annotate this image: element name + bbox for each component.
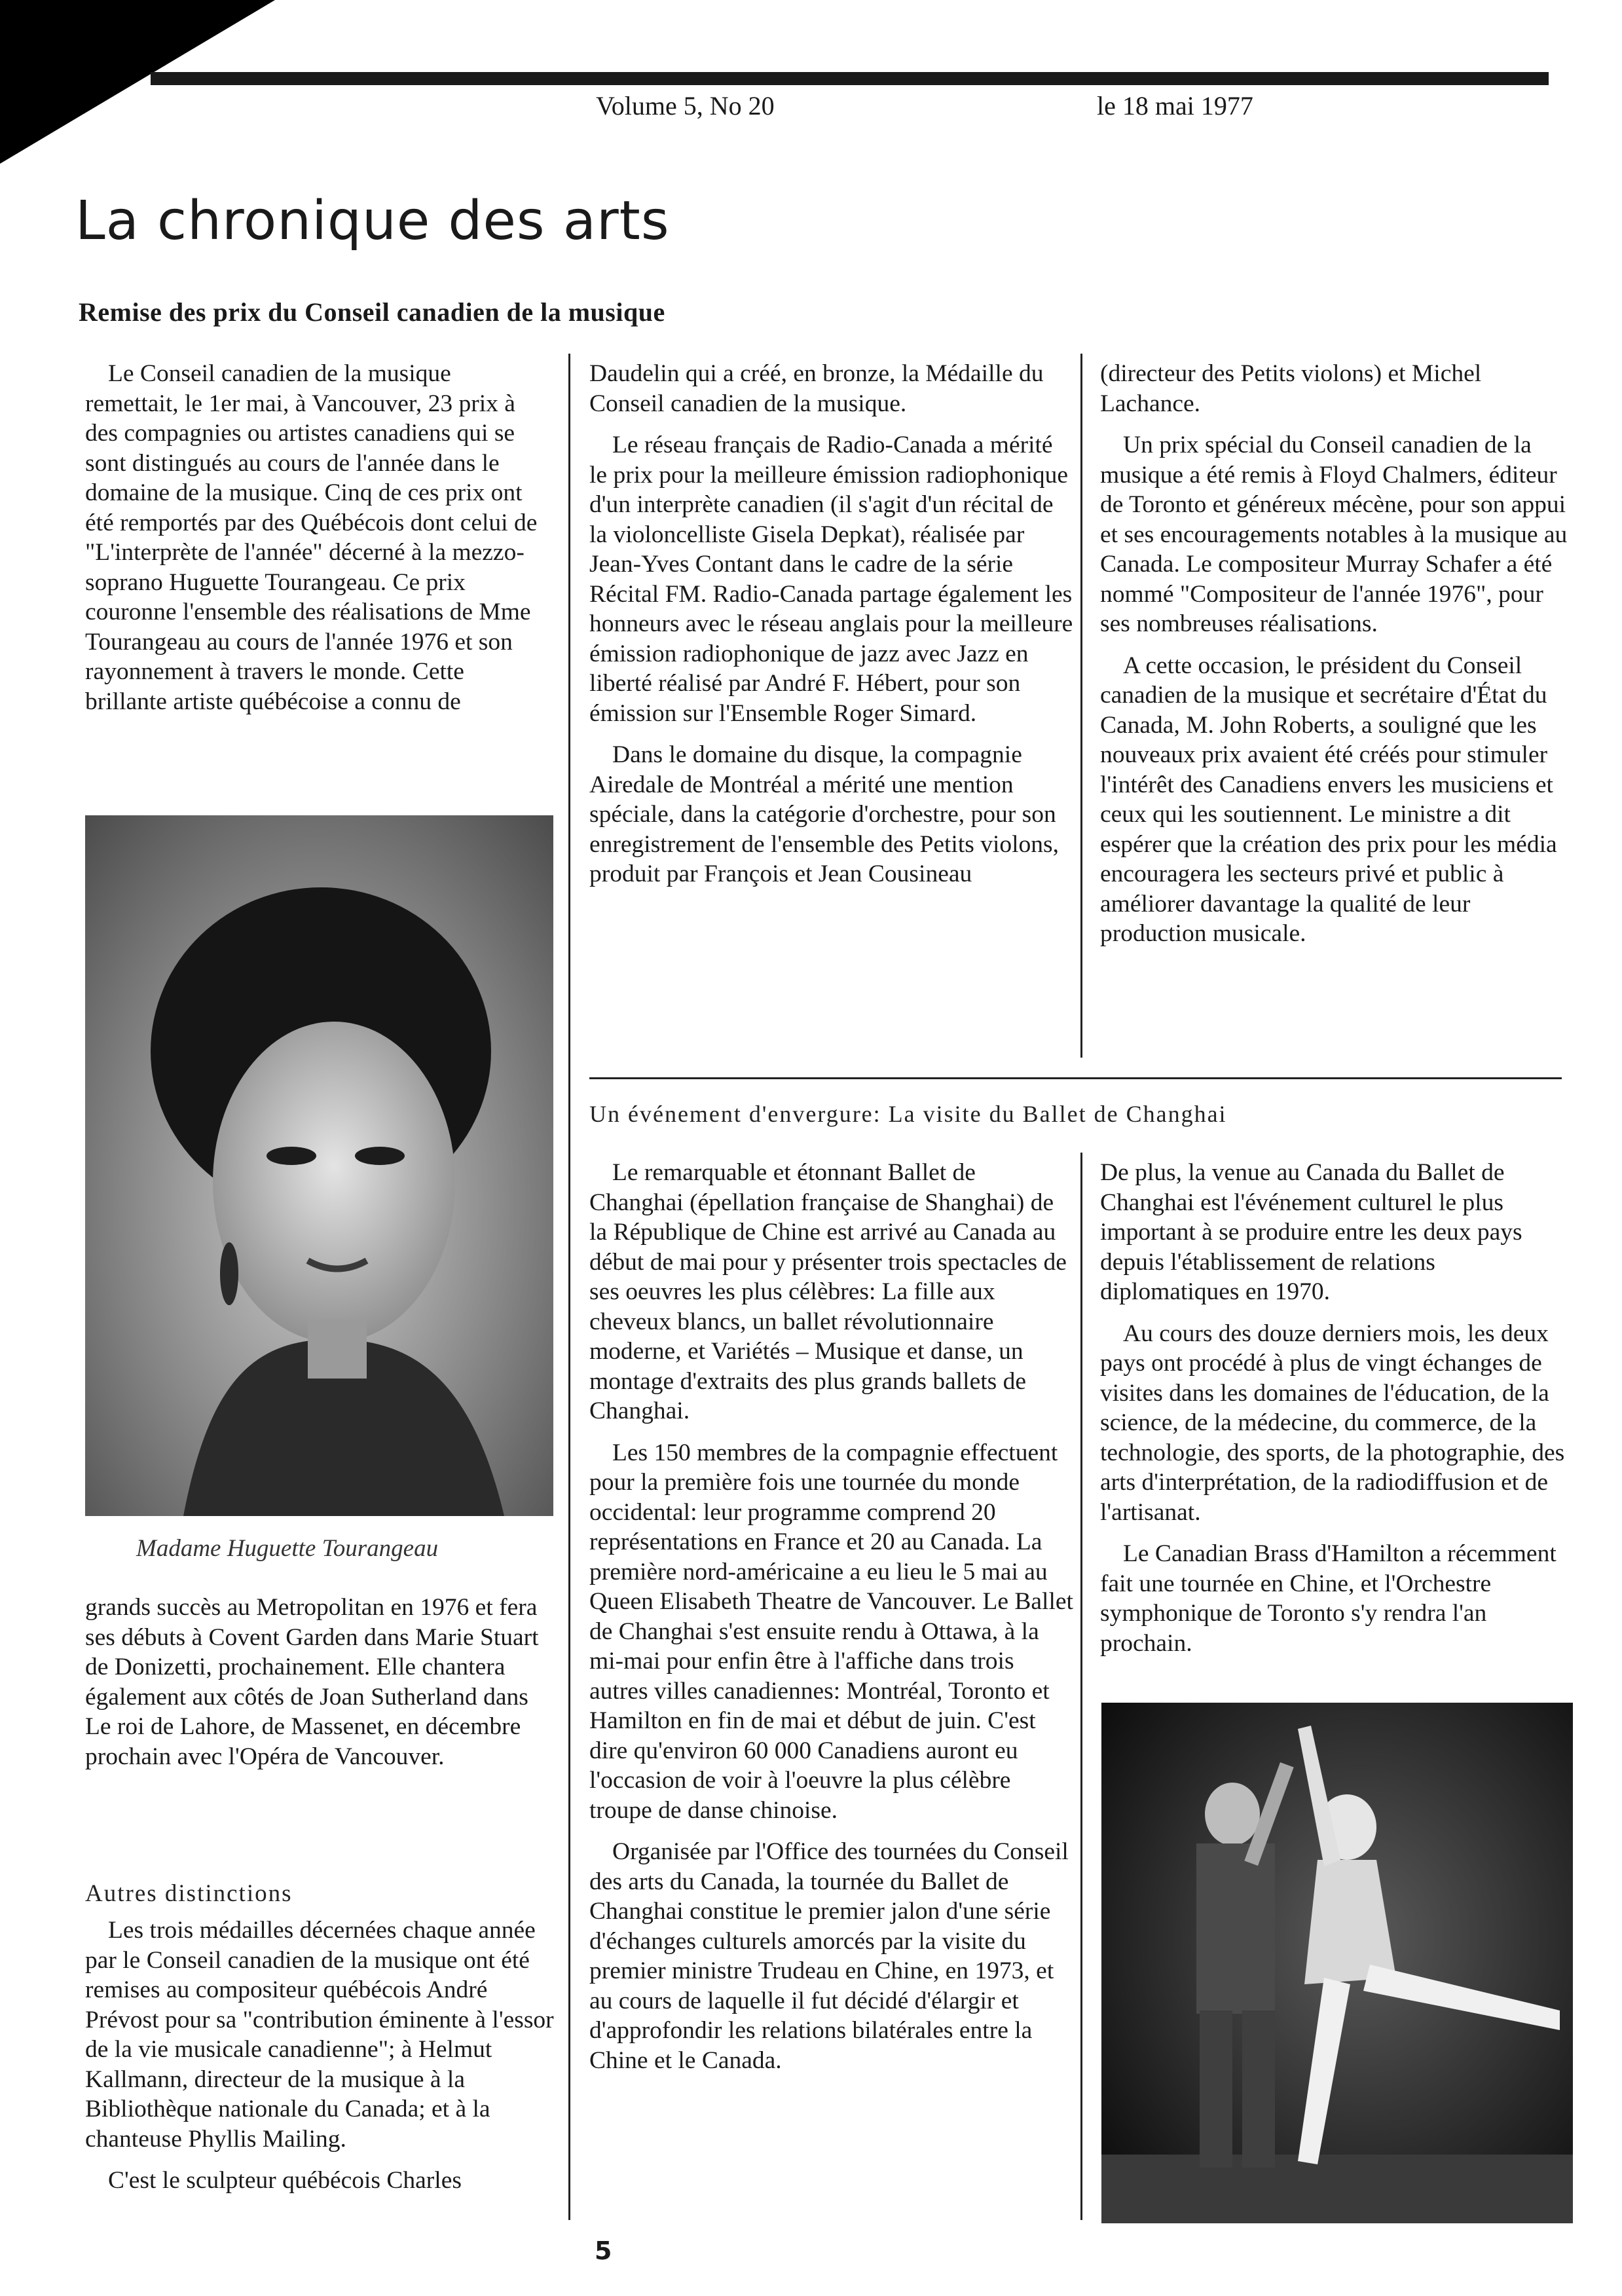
- paragraph: Les trois médailles décernées chaque année par le Conseil canadien de la musique ont été remises au compositeur québécois André Prévost pour sa "contribution éminente à l'essor de la vie musicale canadienne"; à Helmut Kallmann, directeur de la musique à la Bibliothèque nationale du Canada; et à la chanteuse Phyllis Mailing.: [85, 1917, 554, 2153]
- paragraph: Daudelin qui a créé, en bronze, la Médaille du Conseil canadien de la musique.: [589, 360, 1044, 417]
- article-headline-ballet: Un événement d'envergure: La visite du Ballet de Changhai: [589, 1101, 1227, 1127]
- article1-column1-bottom: [85, 1593, 557, 1783]
- ballet-photo: [1101, 1703, 1573, 2223]
- portrait-photo-huguette-tourangeau: [85, 815, 553, 1516]
- article1-column1-distinctions: [85, 1916, 557, 2208]
- page-number: 5: [595, 2236, 612, 2265]
- paragraph: Le Conseil canadien de la musique remettait, le 1er mai, à Vancouver, 23 prix à des compagnies ou artistes canadiens qui se sont distingués au cours de l'année dans le domaine de la musique. Cinq de ces prix ont été remportés par des Québécois dont celui de "L'interprète de l'année" décerné à la mezzo-soprano Huguette Tourangeau. Ce prix couronne l'ensemble des réalisations de Mme Tourangeau au cours de l'année 1976 et son rayonnement à travers le monde. Cette brillante artiste québécoise a connu de: [85, 360, 538, 715]
- ballet-image: [1101, 1703, 1573, 2223]
- section-title: La chronique des arts: [75, 190, 670, 252]
- paragraph: Un prix spécial du Conseil canadien de la musique a été remis à Floyd Chalmers, éditeur de Toronto et généreux mécène, pour son appui et ses encouragements notables à la musique au Canada. Le compositeur Murray Schafer a été nommé "Compositeur de l'année 1976", pour ses nombreuses réalisations.: [1100, 432, 1568, 637]
- article-headline-music-awards: Remise des prix du Conseil canadien de la musique: [79, 297, 665, 327]
- issue-date: le 18 mai 1977: [1097, 91, 1253, 120]
- article-separator: [589, 1077, 1562, 1079]
- article1-column2: [589, 359, 1074, 901]
- paragraph: Organisée par l'Office des tournées du Conseil des arts du Canada, la tournée du Ballet de Changhai constitue le premier jalon d'une série d'échanges culturels amorcés par la visite du premier ministre Trudeau en Chine, en 1973, et au cours de laquelle il fut décidé d'élargir et d'approfondir les relations bilatérales entre la Chine et le Canada.: [589, 1838, 1069, 2074]
- portrait-caption: Madame Huguette Tourangeau: [136, 1535, 439, 1562]
- header-rule: [151, 72, 1549, 85]
- portrait-image: [85, 815, 553, 1516]
- paragraph: Le réseau français de Radio-Canada a mérité le prix pour la meilleure émission radiophonique d'un interprète canadien (il s'agit d'un récital de la violoncelliste Gisela Depkat), réalisée par Jean-Yves Contant dans le cadre de la série Récital FM. Radio-Canada partage également les honneurs avec le réseau anglais pour la meilleure émission radiophonique de jazz avec Jazz en liberté réalisé par André F. Hébert, pour son émission sur l'Ensemble Roger Simard.: [589, 432, 1073, 727]
- paragraph: De plus, la venue au Canada du Ballet de Changhai est l'événement culturel le plus important à se produire entre les deux pays depuis l'établissement de relations diplomatiques en 1970.: [1100, 1159, 1522, 1305]
- paragraph: Le Canadian Brass d'Hamilton a récemment fait une tournée en Chine, et l'Orchestre symphonique de Toronto s'y rendra l'an prochain.: [1100, 1540, 1557, 1657]
- article2-column2: [589, 1158, 1074, 2087]
- article1-column3: [1100, 359, 1572, 961]
- article2-column3: [1100, 1158, 1572, 1670]
- paragraph: Au cours des douze derniers mois, les deux pays ont procédé à plus de vingt échanges de visites dans les domaines de l'éducation, de la science, de la médecine, du commerce, de la technologie, des sports, de la photographie, des arts d'interprétation, de la radiodiffusion et de l'artisanat.: [1100, 1320, 1565, 1526]
- paragraph: C'est le sculpteur québécois Charles: [108, 2167, 462, 2194]
- paragraph: Dans le domaine du disque, la compagnie Airedale de Montréal a mérité une mention spéciale, dans la catégorie d'orchestre, pour son enregistrement de l'ensemble des Petits violons, produit par François et Jean Cousineau: [589, 741, 1060, 887]
- column-divider: [1080, 354, 1082, 1058]
- paragraph: (directeur des Petits violons) et Michel Lachance.: [1100, 360, 1482, 417]
- issue-volume: Volume 5, No 20: [596, 91, 775, 120]
- paragraph: Les 150 membres de la compagnie effectuent pour la première fois une tournée du monde occidental: leur programme comprend 20 représentations en France et 20 au Canada. La première nord-américaine a eu lieu le 5 mai au Queen Elisabeth Theatre de Vancouver. Le Ballet de Changhai s'est ensuite rendu à Ottawa, à la mi-mai pour enfin être à l'affiche dans trois autres villes canadiennes: Montréal, Toronto et Hamilton en fin de mai et début de juin. C'est dire qu'environ 60 000 Canadiens auront eu l'occasion de voir à l'oeuvre la plus célèbre troupe de danse chinoise.: [589, 1439, 1073, 1824]
- column-divider: [568, 354, 570, 2220]
- article1-column1-top: [85, 359, 544, 728]
- paragraph: A cette occasion, le président du Conseil canadien de la musique et secrétaire d'État du Canada, M. John Roberts, a souligné que les nouveaux prix avaient été créés pour stimuler l'intérêt des Canadiens envers les musiciens et ceux qui les soutiennent. Le ministre a dit espérer que la création des prix pour les média encouragera les secteurs privé et public à améliorer davantage la qualité de leur production musicale.: [1100, 652, 1557, 947]
- subhead-autres-distinctions: Autres distinctions: [85, 1880, 293, 1907]
- paragraph: Le remarquable et étonnant Ballet de Changhai (épellation française de Shanghai) de la République de Chine est arrivé au Canada au début de mai pour y présenter trois spectacles de ses oeuvres les plus célèbres: La fille aux cheveux blancs, un ballet révolutionnaire moderne, et Variétés – Musique et danse, un montage d'extraits des plus grands ballets de Changhai.: [589, 1159, 1067, 1424]
- paragraph: grands succès au Metropolitan en 1976 et fera ses débuts à Covent Garden dans Marie Stuart de Donizetti, prochainement. Elle chantera également aux côtés de Joan Sutherland dans Le roi de Lahore, de Massenet, en décembre prochain avec l'Opéra de Vancouver.: [85, 1594, 539, 1770]
- column-divider: [1080, 1153, 1082, 2220]
